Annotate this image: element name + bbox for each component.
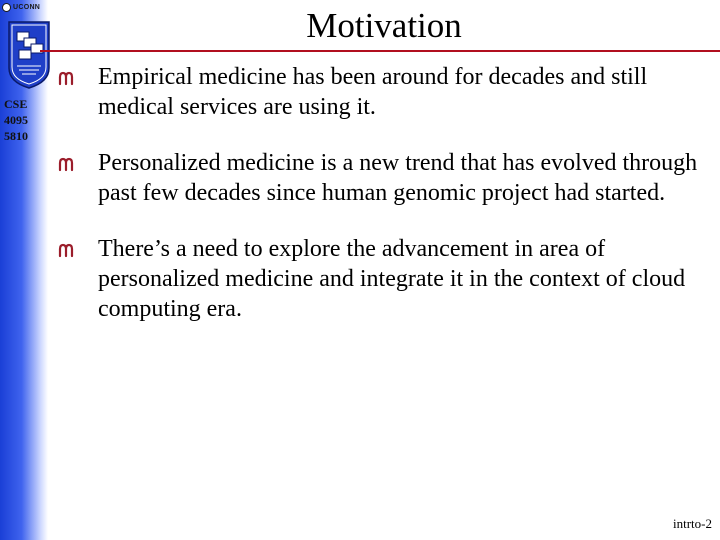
course-line-5810: 5810	[4, 129, 28, 143]
bullet-text: Empirical medicine has been around for decades and still medical services are using it.	[98, 64, 648, 120]
uconn-logo	[2, 1, 40, 13]
uconn-seal-icon	[2, 3, 11, 12]
bullet-text: There’s a need to explore the advancement in area of personalized medicine and integrate it in the context of cloud computing era.	[98, 236, 686, 322]
bullet-icon	[56, 148, 98, 172]
bullet-item	[56, 148, 718, 208]
title-divider-rule	[40, 50, 720, 52]
slide-page-number: intrto-2	[673, 516, 712, 531]
bullet-icon	[56, 62, 98, 86]
bullet-item	[56, 234, 718, 324]
bullet-icon	[56, 234, 98, 258]
course-line-4095: 4095	[4, 113, 28, 127]
uconn-wordmark: UCONN	[13, 3, 41, 11]
bullet-list	[56, 62, 718, 350]
bullet-text: Personalized medicine is a new trend that has evolved through past few decades since human genomic project had started.	[98, 150, 698, 206]
course-line-cse: CSE	[4, 97, 28, 111]
bullet-item	[56, 62, 718, 122]
slide-title: Motivation	[306, 6, 462, 45]
course-number-label	[4, 96, 48, 144]
